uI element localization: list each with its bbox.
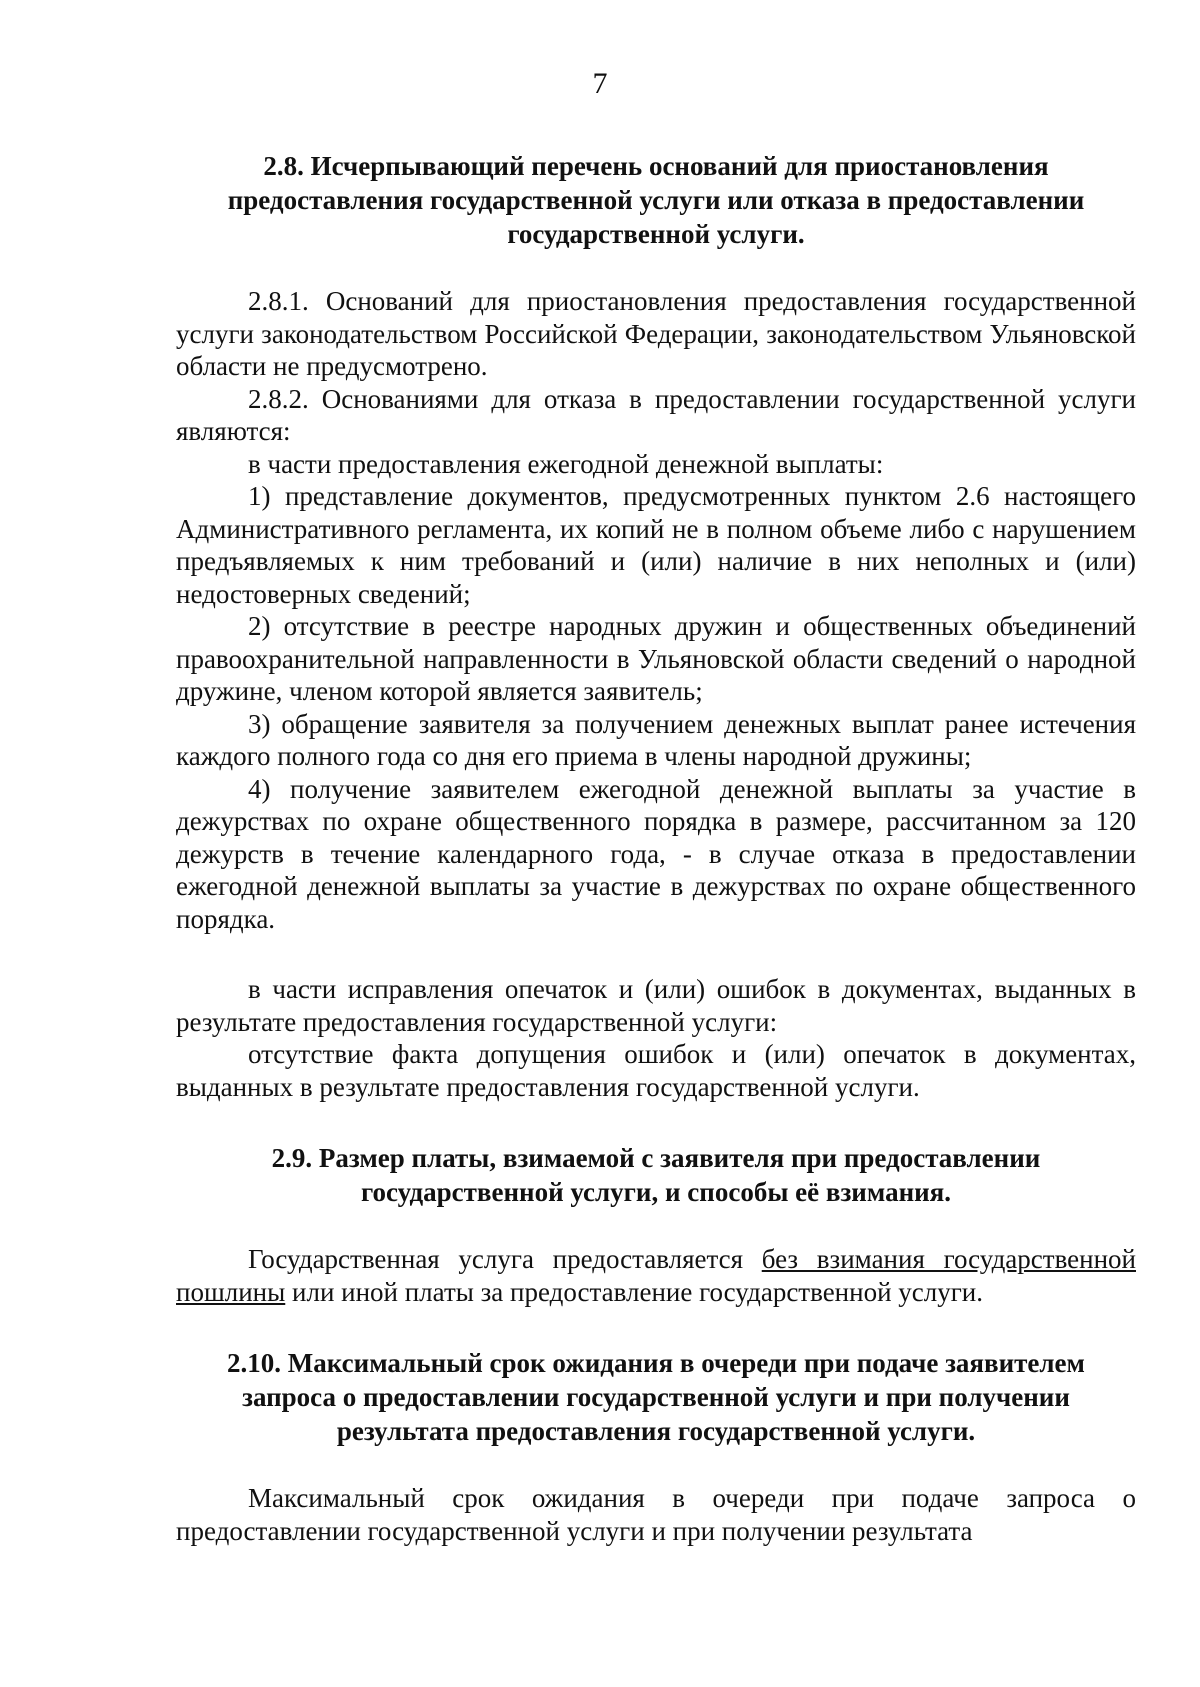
page-number: 7 bbox=[592, 67, 608, 100]
paragraph-no-errors: отсутствие факта допущения ошибок и (или) опечаток в документах, выданных в результате предоставления государственной услуги. bbox=[176, 1039, 1136, 1102]
paragraph-2-8-2: 2.8.2. Основаниями для отказа в предоставлении государственной услуги являются: bbox=[176, 383, 1136, 446]
paragraph-2-10-wait-time: Максимальный срок ожидания в очереди при подаче запроса о предоставлении государственной услуги и при получении результата bbox=[176, 1483, 1136, 1546]
section-2-10-heading: 2.10. Максимальный срок ожидания в очереди при подаче заявителем запроса о предоставлении государственной услуги и при получении результата предоставления государственной услуги. bbox=[227, 1348, 1085, 1446]
paragraph-2-9-fee bbox=[176, 1243, 1136, 1308]
fee-text-underlined: без взимания государственной пошлины bbox=[176, 1244, 1136, 1307]
list-item-2: 2) отсутствие в реестре народных дружин и общественных объединений правоохранительной направленности в Ульяновской области сведений о народной дружине, членом которой является заявитель; bbox=[176, 611, 1136, 706]
document-body bbox=[176, 149, 1136, 1547]
fee-text-end: или иной платы за предоставление государственной услуги. bbox=[285, 1276, 984, 1307]
paragraph-annual-payment: в части предоставления ежегодной денежной выплаты: bbox=[248, 448, 884, 479]
fee-text-start: Государственная услуга предоставляется bbox=[248, 1244, 762, 1274]
list-item-3: 3) обращение заявителя за получением денежных выплат ранее истечения каждого полного года со дня его приема в члены народной дружины; bbox=[176, 708, 1136, 771]
section-2-8-heading: 2.8. Исчерпывающий перечень оснований для приостановления предоставления государственной услуги или отказа в предоставлении государственной услуги. bbox=[227, 151, 1085, 249]
paragraph-2-8-1: 2.8.1. Оснований для приостановления предоставления государственной услуги законодательством Российской Федерации, законодательством Ульяновской области не предусмотрено. bbox=[176, 286, 1136, 381]
list-item-1: 1) представление документов, предусмотренных пунктом 2.6 настоящего Административного регламента, их копий не в полном объеме либо с нарушением предъявляемых к ним требований и (или) наличие в них неполных и (или) недостоверных сведений; bbox=[176, 481, 1136, 609]
section-2-9-heading: 2.9. Размер платы, взимаемой с заявителя при предоставлении государственной услуги, и способы её взимания. bbox=[271, 1143, 1041, 1207]
paragraph-typo-correction: в части исправления опечаток и (или) ошибок в документах, выданных в результате предоставления государственной услуги: bbox=[176, 974, 1136, 1037]
list-item-4: 4) получение заявителем ежегодной денежной выплаты за участие в дежурствах по охране общественного порядка в размере, рассчитанном за 120 дежурств в течение календарного года, - в случае отказа в предоставлении ежегодной денежной выплаты за участие в дежурствах по охране общественного порядка. bbox=[176, 773, 1136, 934]
